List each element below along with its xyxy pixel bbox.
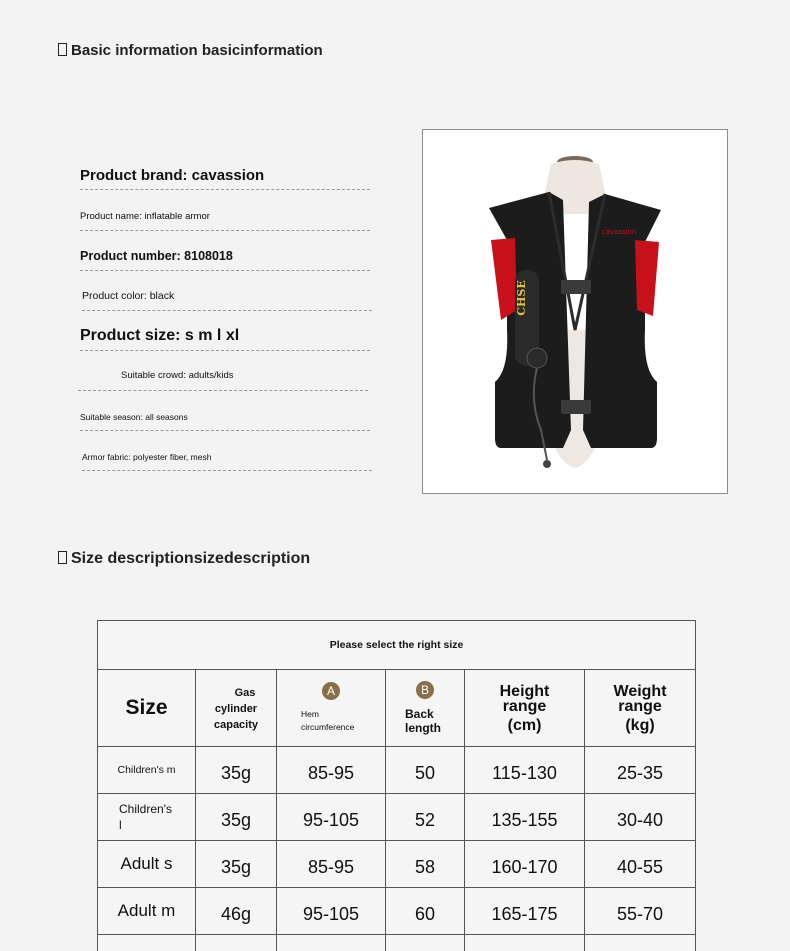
box-icon	[58, 43, 67, 56]
row-gas: 35g	[196, 841, 277, 888]
row-size: Children's m	[98, 747, 196, 794]
header-gas: Gas cylinder capacity	[196, 670, 277, 747]
row-hem: 95-105	[277, 794, 386, 841]
row-back: 60	[386, 888, 465, 935]
box-icon	[58, 551, 67, 564]
info-row-color: Product color: black	[82, 290, 372, 311]
trigger-disc	[527, 348, 547, 368]
size-table	[97, 620, 696, 951]
table-row	[98, 747, 696, 794]
row-back: 58	[386, 841, 465, 888]
row-weight: 40-55	[585, 841, 696, 888]
row-height: 115-130	[465, 747, 585, 794]
row-weight: 30-40	[585, 794, 696, 841]
table-row	[98, 841, 696, 888]
header-size: Size	[98, 670, 196, 747]
info-row-fabric: Armor fabric: polyester fiber, mesh	[82, 452, 372, 471]
row-hem: 95-105	[277, 888, 386, 935]
row-height: 160-170	[465, 841, 585, 888]
info-row-brand: Product brand: cavassion	[80, 167, 370, 190]
row-size: Children's l	[98, 794, 196, 841]
vest-red-right	[635, 240, 659, 316]
row-height: 135-155	[465, 794, 585, 841]
table-row	[98, 888, 696, 935]
row-weight: 25-35	[585, 747, 696, 794]
table-row	[98, 794, 696, 841]
vest-chest-print: CHSE	[515, 280, 528, 316]
vest-brand-print: cavassion	[601, 228, 637, 236]
upper-buckle	[561, 280, 591, 294]
row-back: 52	[386, 794, 465, 841]
product-photo	[422, 129, 728, 494]
row-size: Adult s	[98, 841, 196, 888]
table-caption: Please select the right size	[98, 621, 696, 670]
row-gas: 46g	[196, 888, 277, 935]
row-back: 50	[386, 747, 465, 794]
badge-b: B	[416, 681, 434, 699]
header-weight: Weight range (kg)	[585, 670, 696, 747]
row-height: 165-175	[465, 888, 585, 935]
lower-buckle	[561, 400, 591, 414]
header-hem: A Hem circumference	[277, 670, 386, 747]
row-gas: 35g	[196, 747, 277, 794]
info-row-crowd: Suitable crowd: adults/kids	[78, 370, 368, 391]
basic-info-heading: Basic information basicinformation	[58, 42, 323, 59]
row-hem: 85-95	[277, 841, 386, 888]
badge-a: A	[322, 682, 340, 700]
header-back: B Back length	[386, 670, 465, 747]
row-gas: 35g	[196, 794, 277, 841]
info-row-season: Suitable season: all seasons	[80, 412, 370, 431]
info-row-size: Product size: s m l xl	[80, 327, 370, 351]
info-row-number: Product number: 8108018	[80, 249, 370, 271]
row-weight: 55-70	[585, 888, 696, 935]
table-header-row	[98, 670, 696, 747]
size-heading: Size descriptionsizedescription	[58, 550, 310, 568]
info-row-name: Product name: inflatable armor	[80, 211, 370, 231]
row-hem: 85-95	[277, 747, 386, 794]
vest-illustration	[423, 130, 728, 494]
row-size: Adult m	[98, 888, 196, 935]
header-height: Height range (cm)	[465, 670, 585, 747]
table-row-partial	[98, 935, 696, 951]
lanyard-clip	[543, 460, 551, 468]
vest-red-left	[491, 238, 517, 320]
